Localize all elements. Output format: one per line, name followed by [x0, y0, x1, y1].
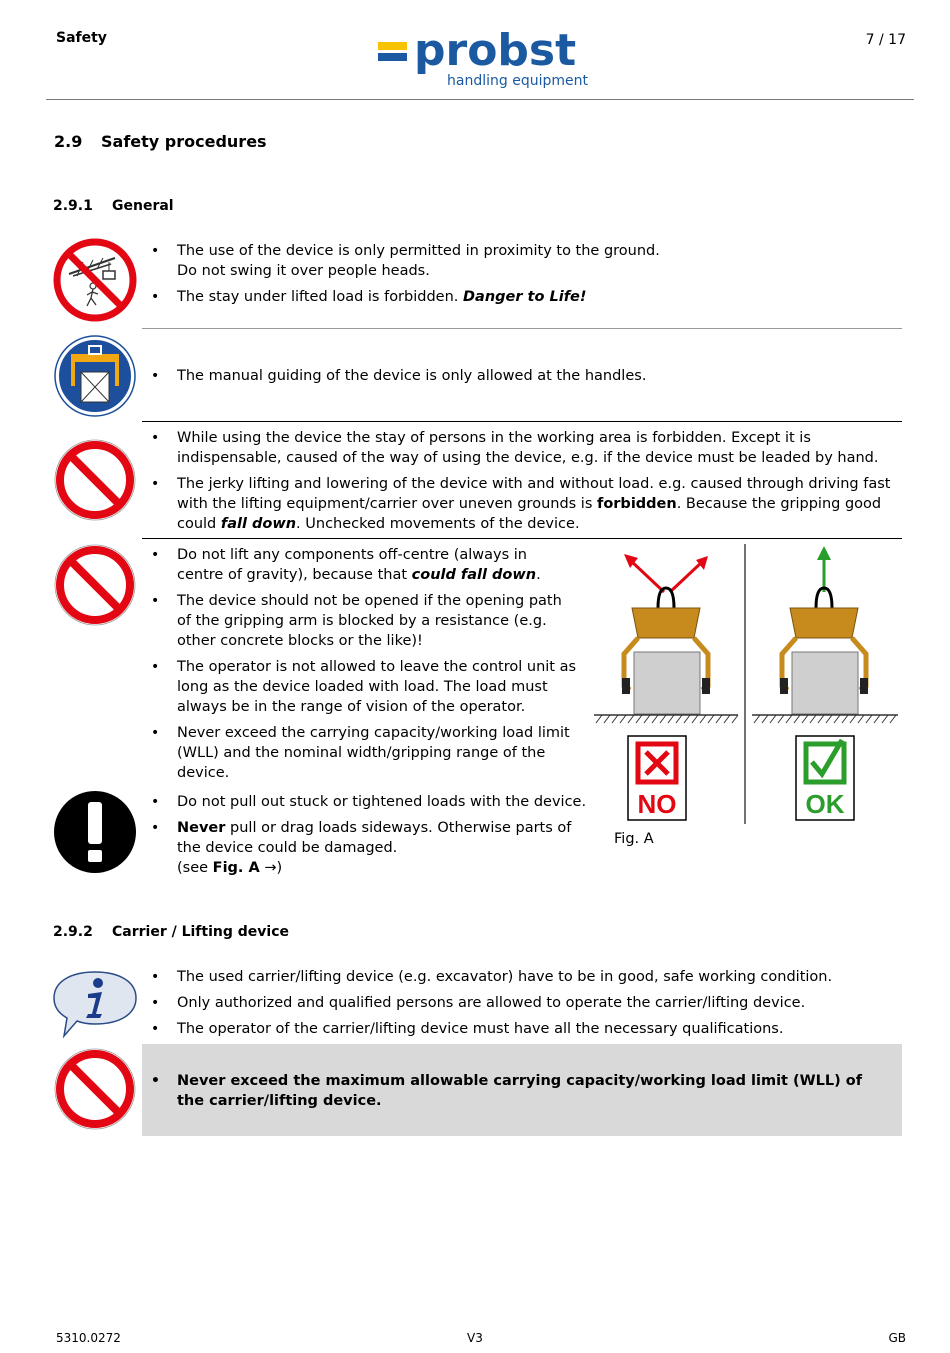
- list-item: • The manual guiding of the device is only allowed at the handles.: [147, 366, 887, 386]
- divider: [142, 421, 902, 422]
- probst-logo: [378, 25, 590, 94]
- header-section-title: Safety: [56, 30, 107, 46]
- list-item: • The operator of the carrier/lifting device must have all the necessary qualifications.: [147, 1019, 892, 1039]
- general-block-4: [147, 545, 577, 789]
- list-item: • While using the device the stay of persons in the working area is forbidden. Except it is indispensable, caused of the way of using the device, e.g. if the device must be leaded by hand.: [147, 428, 892, 468]
- section-title: Safety procedures: [101, 132, 267, 151]
- footer-version: V3: [467, 1331, 483, 1345]
- list-item: • The device should not be opened if the opening path of the gripping arm is blocked by a resistance (e.g. other concrete blocks or the like)!: [147, 591, 577, 651]
- list-item: • Never pull or drag loads sideways. Otherwise parts of the device could be damaged. (see Fig. A →): [147, 818, 587, 878]
- figure-caption: Fig. A: [614, 831, 654, 847]
- list-item: • The jerky lifting and lowering of the device with and without load. e.g. caused through driving fast with the lifting equipment/carrier over uneven grounds is forbidden. Because the gripping good could fall down. Unchecked movements of the device.: [147, 474, 892, 534]
- list-item: • Do not lift any components off-centre (always in centre of gravity), because that could fall down.: [147, 545, 577, 585]
- general-block-2: [147, 366, 887, 392]
- list-item: • Never exceed the maximum allowable carrying capacity/working load limit (WLL) of the carrier/lifting device.: [147, 1071, 892, 1111]
- general-block-1: [147, 241, 887, 313]
- list-item: • The use of the device is only permitted in proximity to the ground. Do not swing it over people heads.: [147, 241, 887, 281]
- list-item: • Only authorized and qualified persons are allowed to operate the carrier/lifting device.: [147, 993, 892, 1013]
- prohibition-icon: [53, 438, 137, 522]
- subsection-title: Carrier / Lifting device: [112, 924, 289, 940]
- section-number: 2.9: [54, 132, 83, 151]
- list-item: • The stay under lifted load is forbidden. Danger to Life!: [147, 287, 887, 307]
- logo-subtitle: handling equipment: [447, 73, 588, 89]
- list-item: • Never exceed the carrying capacity/working load limit (WLL) and the nominal width/gripping range of the device.: [147, 723, 577, 783]
- no-label: NO: [637, 789, 677, 819]
- logo-blue-bar: [378, 53, 407, 61]
- footer-doc-number: 5310.0272: [56, 1331, 121, 1345]
- divider: [142, 328, 902, 329]
- figure-reference: Fig. A: [212, 860, 260, 876]
- logo-wordmark: probst: [414, 25, 577, 76]
- carrier-block-2: [147, 1071, 892, 1117]
- divider: [142, 538, 902, 539]
- prohibition-icon: [53, 543, 137, 627]
- list-item: • The used carrier/lifting device (e.g. excavator) have to be in good, safe working condition.: [147, 967, 892, 987]
- header-divider: [46, 99, 914, 100]
- prohibition-icon: [53, 1047, 137, 1131]
- info-icon: [52, 968, 138, 1040]
- subsection-title: General: [112, 198, 174, 214]
- subsection-heading-general: [53, 198, 174, 214]
- figure-no-panel: [594, 554, 738, 820]
- list-item: • Do not pull out stuck or tightened loads with the device.: [147, 792, 587, 812]
- figure-ok-panel: [752, 546, 898, 820]
- section-heading: [54, 132, 267, 151]
- danger-emphasis: Danger to Life!: [463, 289, 587, 305]
- list-item: • The operator is not allowed to leave the control unit as long as the device loaded with load. The load must always be in the range of vision of the operator.: [147, 657, 577, 717]
- footer-language: GB: [888, 1331, 906, 1345]
- warning-exclamation-icon: [53, 790, 137, 874]
- figure-a-illustration: [586, 542, 902, 832]
- general-block-3: [147, 428, 892, 540]
- subsection-heading-carrier: [53, 924, 289, 940]
- subsection-number: 2.9.2: [53, 924, 93, 940]
- carrier-block-1: [147, 967, 892, 1045]
- no-swinging-over-people-icon: [53, 238, 137, 322]
- guide-at-handles-icon: [53, 334, 137, 418]
- ok-label: OK: [805, 789, 845, 819]
- general-block-5: [147, 792, 587, 884]
- page-number: 7 / 17: [865, 32, 906, 48]
- subsection-number: 2.9.1: [53, 198, 93, 214]
- logo-yellow-bar: [378, 42, 407, 50]
